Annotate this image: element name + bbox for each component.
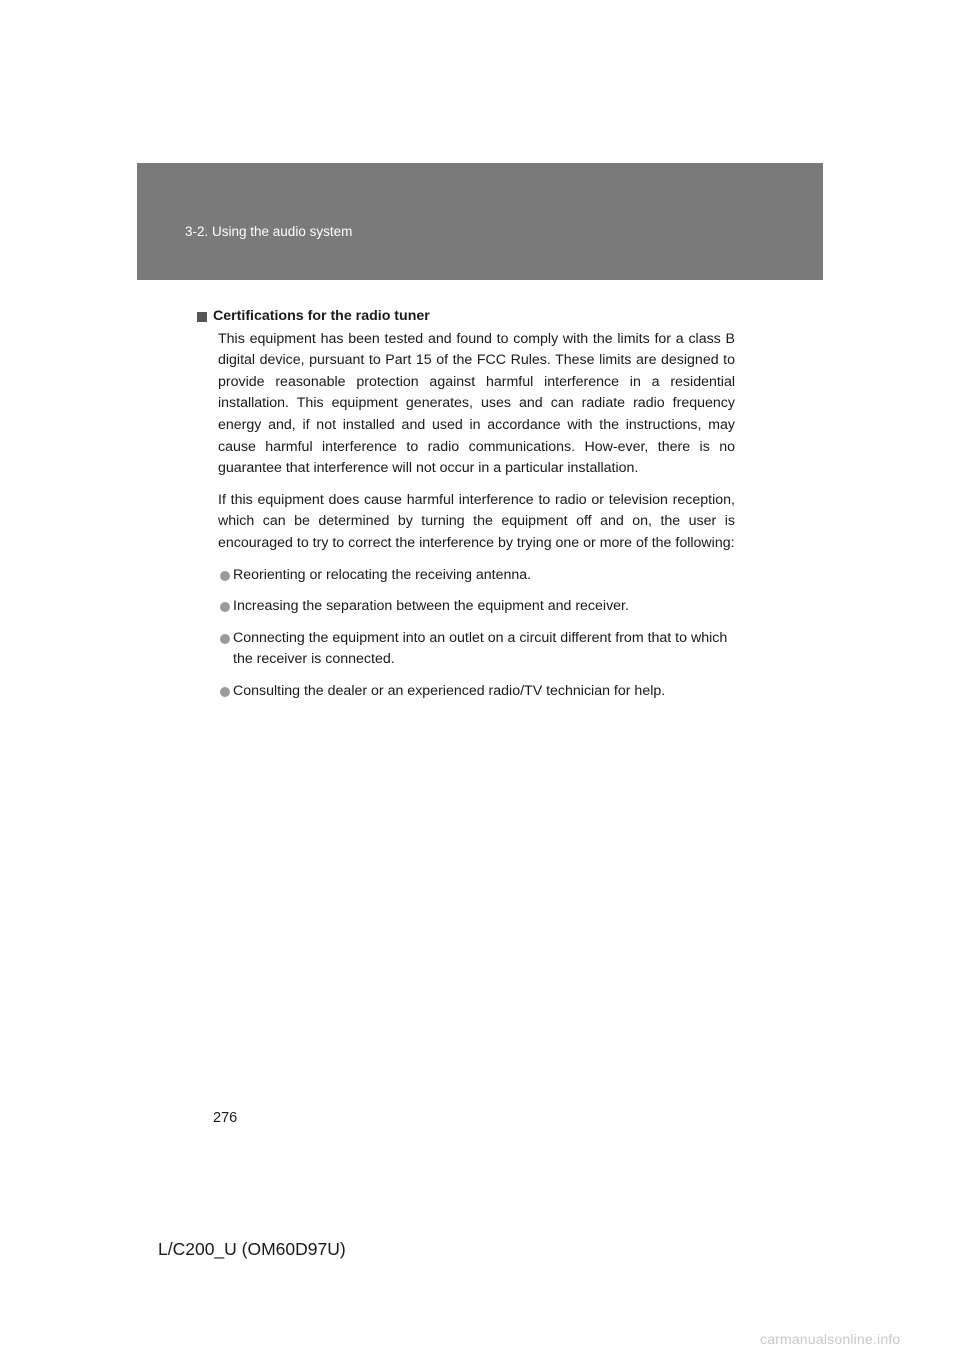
circle-bullet-icon [220, 634, 230, 644]
watermark: carmanualsonline.info [760, 1331, 901, 1347]
list-item-text: Increasing the separation between the equipment and receiver. [233, 598, 629, 615]
document-code: L/C200_U (OM60D97U) [158, 1239, 346, 1259]
section-heading [196, 306, 735, 328]
list-item [196, 628, 735, 671]
list-item [196, 681, 735, 703]
section-heading-text: Certifications for the radio tuner [213, 308, 430, 324]
circle-bullet-icon [220, 602, 230, 612]
page-number: 276 [213, 1110, 238, 1126]
circle-bullet-icon [220, 571, 230, 581]
list-item [196, 596, 735, 618]
header-band [137, 163, 823, 280]
list-item-text: Connecting the equipment into an outlet on a circuit different from that to which the receiver is connected. [233, 629, 728, 668]
paragraph-compliance: This equipment has been tested and found to comply with the limits for a class B digital device, pursuant to Part 15 of the FCC Rules. These limits are designed to provide reasonable protection against harmful interference in a residential installation. This equipment generates, uses and can radiate radio frequency energy and, if not installed and used in accordance with the instructions, may cause harmful interference to radio communications. How-ever, there is no guarantee that interference will not occur in a particular installation. [218, 330, 735, 477]
page-content [196, 306, 735, 713]
section-label: 3-2. Using the audio system [185, 224, 353, 239]
circle-bullet-icon [220, 687, 230, 697]
remedy-list [196, 565, 735, 703]
square-bullet-icon [197, 312, 207, 322]
paragraph-interference: If this equipment does cause harmful interference to radio or television reception, which can be determined by turning the equipment off and on, the user is encouraged to try to correct the interference by trying one or more of the following: [218, 491, 735, 551]
list-item [196, 565, 735, 587]
list-item-text: Consulting the dealer or an experienced radio/TV technician for help. [233, 682, 666, 699]
list-item-text: Reorienting or relocating the receiving antenna. [233, 566, 532, 583]
